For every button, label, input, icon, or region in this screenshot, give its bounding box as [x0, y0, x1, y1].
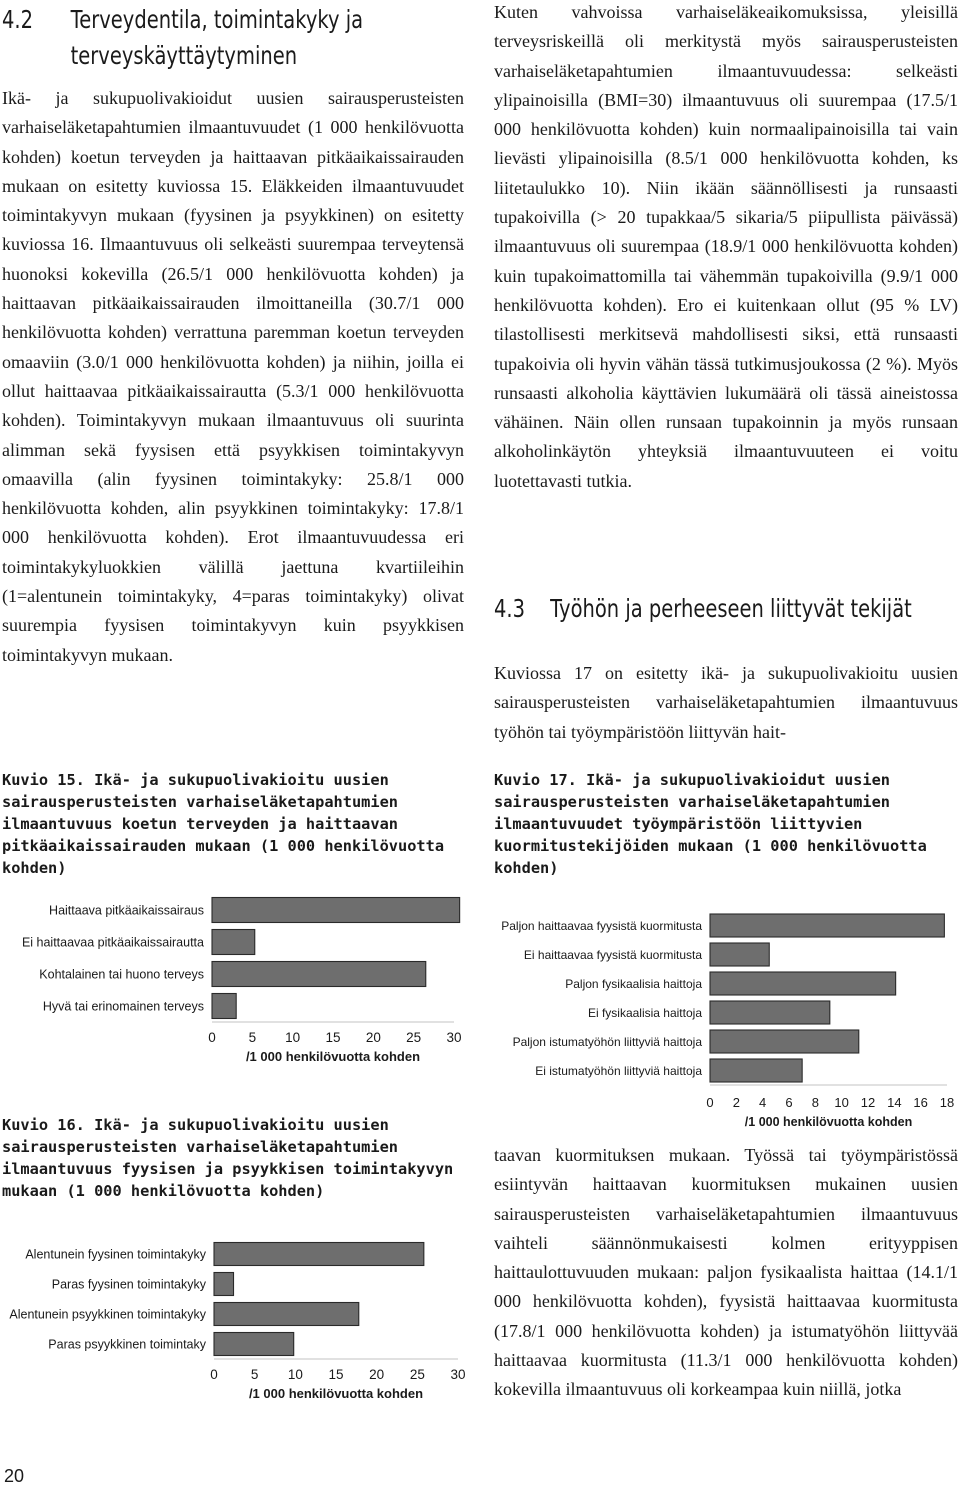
x-tick-label: 10: [285, 1030, 301, 1045]
x-tick-label: 25: [406, 1030, 422, 1045]
category-label: Paljon istumatyöhön liittyviä haittoja: [512, 1035, 702, 1049]
category-label: Paljon fysikaalisia haittoja: [565, 977, 702, 991]
bar: [214, 1303, 359, 1326]
bar: [214, 1273, 234, 1296]
bar: [710, 1059, 802, 1082]
x-tick-label: 10: [834, 1095, 849, 1110]
body-paragraph-2: Kuviossa 17 on esitetty ikä- ja sukupuolivakioitu uusien sairausperusteisten varhaiseläketapahtumien ilmaantuvuus työhön tai työympäristöön liittyvän hait-: [494, 663, 958, 742]
bar: [710, 914, 944, 937]
category-label: Paras fyysinen toimintakyky: [51, 1277, 206, 1292]
category-label: Paljon haittaavaa fyysistä kuormitusta: [501, 919, 702, 933]
x-tick-label: 6: [785, 1095, 793, 1110]
x-tick-label: 14: [887, 1095, 902, 1110]
body-paragraph: Ikä- ja sukupuolivakioidut uusien sairausperusteisten varhaiseläketapahtumien ilmaantuvuudet (1 000 henkilövuotta kohden) koetun terveyden ja haittaavan pitkäaikaissairauden mukaan on esitetty kuviossa 15. Eläkkeiden ilmaantuvuudet toimintakyvyn mukaan (fyysinen ja psyykkinen) on esitetty kuviossa 16. Ilmaantuvuus oli selkeästi suurempaa terveytensä huonoksi kokevilla (26.5/1 000 henkilövuotta kohden) ja haittaavan pitkäaikaissairauden ilmoittaneilla (30.7/1 000 henkilövuotta kohden) verrattuna paremman koetun terveyden omaaviin (3.0/1 000 henkilövuotta kohden) ja niihin, joilla ei ollut haittaavaa pitkäaikaissairautta (5.3/1 000 henkilövuotta kohden). Toimintakyvyn mukaan ilmaantuvuus oli suurinta alimman sekä fyysisen että psyykkisen toimintakyvyn omaavilla (alin fyysinen toimintakyky: 25.8/1 000 henkilövuotta kohden, alin psyykkinen toimintakyky: 17.8/1 000 henkilövuotta kohden). Erot ilmaantuvuudessa eri toimintakykyluokkien välillä jaettuna kvartiileihin (1=alentunein toimintakyky, 4=paras toimintakyky) olivat suurempia fyysisen toimintakyvyn kuin psyykkisen toimintakyvyn mukaan.: [2, 88, 464, 665]
section-title-line1: Terveydentila, toimintakyky ja: [70, 5, 364, 34]
figure-15-chart: [2, 890, 472, 1070]
category-label: Haittaava pitkäaikaissairaus: [49, 903, 204, 918]
x-tick-label: 30: [446, 1030, 462, 1045]
section-title: Työhön ja perheeseen liittyvät tekijät: [550, 594, 912, 623]
x-tick-label: 12: [860, 1095, 876, 1110]
x-tick-label: 20: [369, 1367, 385, 1382]
figure-16-chart: [2, 1235, 472, 1405]
section-number: 4.3: [494, 594, 526, 623]
x-tick-label: 30: [450, 1367, 466, 1382]
x-tick-label: 4: [759, 1095, 767, 1110]
section-heading-4-3: [494, 591, 912, 627]
bar: [710, 1030, 859, 1053]
x-tick-label: 8: [811, 1095, 819, 1110]
section-heading-4-2: [2, 2, 363, 74]
category-label: Paras psyykkinen toimintaky: [48, 1337, 206, 1352]
category-label: Ei haittaavaa fyysistä kuormitusta: [523, 948, 702, 962]
x-tick-label: 10: [287, 1367, 303, 1382]
bar: [214, 1333, 294, 1356]
section-number: 4.2: [2, 5, 34, 34]
bar: [212, 930, 255, 955]
x-tick-label: 25: [409, 1367, 425, 1382]
bar: [212, 898, 460, 923]
bar: [710, 1001, 830, 1024]
category-label: Ei istumatyöhön liittyviä haittoja: [535, 1064, 702, 1078]
x-axis-title: /1 000 henkilövuotta kohden: [744, 1115, 913, 1129]
bar: [710, 972, 896, 995]
bar: [214, 1243, 424, 1266]
x-tick-label: 0: [706, 1095, 714, 1110]
figure-17-chart: [492, 905, 960, 1130]
category-label: Ei fysikaalisia haittoja: [587, 1006, 702, 1020]
x-tick-label: 15: [325, 1030, 341, 1045]
x-tick-label: 20: [365, 1030, 381, 1045]
category-label: Ei haittaavaa pitkäaikaissairautta: [21, 935, 204, 950]
category-label: Hyvä tai erinomainen terveys: [42, 999, 204, 1014]
x-axis-title: /1 000 henkilövuotta kohden: [248, 1386, 424, 1401]
category-label: Kohtalainen tai huono terveys: [39, 967, 204, 982]
x-tick-label: 18: [939, 1095, 955, 1110]
bar: [212, 962, 426, 987]
figure-17-caption: Kuvio 17. Ikä- ja sukupuolivakioidut uusien sairausperusteisten varhaiseläketapahtumien ilmaantuvuudet työympäristöön liittyvien kuormitustekijöiden mukaan (1 000 henkilövuotta kohden): [494, 771, 927, 877]
bar: [710, 943, 769, 966]
body-paragraph-3: taavan kuormituksen mukaan. Työssä tai työympäristössä esiintyvän haittaavan kuormituksen mukainen uusien sairausperusteisten varhaiseläketapahtumien ilmaantuvuus vaihteli säännönmukaisesti kolmen erityyppisen haittaulottuvuuden mukaan: paljon fysikaalista haittaa (14.1/1 000 henkilövuotta kohden), fyysistä haittaavaa kuormitusta (17.8/1 000 henkilövuotta kohden) ja istumatyöhön liittyvää haittaavaa kuormitusta (11.3/1 000 henkilövuotta kohden) kokevilla ilmaantuvuus oli korkeampaa kuin niillä, jotka: [494, 1145, 958, 1400]
x-tick-label: 0: [208, 1030, 216, 1045]
section-title-line2: terveyskäyttäytyminen: [70, 41, 298, 70]
figure-15-caption: Kuvio 15. Ikä- ja sukupuolivakioitu uusien sairausperusteisten varhaiseläketapahtumien ilmaantuvuus koetun terveyden ja haittaavan pitkäaikaissairauden mukaan (1 000 henkilövuotta kohden): [2, 771, 445, 877]
category-label: Alentunein psyykkinen toimintakyky: [9, 1307, 206, 1322]
x-axis-title: /1 000 henkilövuotta kohden: [245, 1049, 421, 1064]
figure-16-caption: Kuvio 16. Ikä- ja sukupuolivakioitu uusien sairausperusteisten varhaiseläketapahtumien ilmaantuvuus fyysisen ja psyykkisen toimintakyvyn mukaan (1 000 henkilövuotta kohden): [2, 1116, 454, 1200]
x-tick-label: 15: [328, 1367, 344, 1382]
x-tick-label: 0: [210, 1367, 218, 1382]
body-paragraph-1: Kuten vahvoissa varhaiseläkeaikomuksissa, yleisillä terveysriskeillä oli merkitystä myös sairausperusteisten varhaiseläketapahtumien ilmaantuvuudessa: selkeästi ylipainoisilla (BMI=30) ilmaantuvuus oli suurempaa (17.5/1 000 henkilövuotta kohden) kuin normaalipainoisilla tai vain lievästi ylipainoisilla (8.5/1 000 henkilövuotta kohden, ks liitetaulukko 10). Niin ikään säännöllisesti ja runsaasti tupakoivilla (> 20 tupakkaa/5 sikaria/5 piipullista päivässä) ilmaantuvuus oli suurempaa (18.9/1 000 henkilövuotta kohden) kuin tupakoimattomilla tai vähemmän tupakoivilla (9.9/1 000 henkilövuotta kohden). Ero ei kuitenkaan ollut (95 % LV) tilastollisesti merkitsevä mahdollisesti siksi, että runsaasti tupakoivia oli hyvin vähän tässä tutkimusjoukossa (2 %). Myös runsaasti alkoholia käyttävien lukumäärä oli tässä aineistossa vähäinen. Näin ollen runsaan tupakoinnin ja myös runsaan alkoholinkäytön yhteyksiä ilmaantuvuuteen ei voitu luotettavasti tutkia.: [494, 2, 958, 491]
x-tick-label: 5: [248, 1030, 257, 1045]
x-tick-label: 2: [732, 1095, 740, 1110]
x-tick-label: 16: [913, 1095, 928, 1110]
category-label: Alentunein fyysinen toimintakyky: [25, 1247, 206, 1262]
x-tick-label: 5: [250, 1367, 259, 1382]
page-number: 20: [4, 1466, 25, 1486]
bar: [212, 994, 236, 1019]
